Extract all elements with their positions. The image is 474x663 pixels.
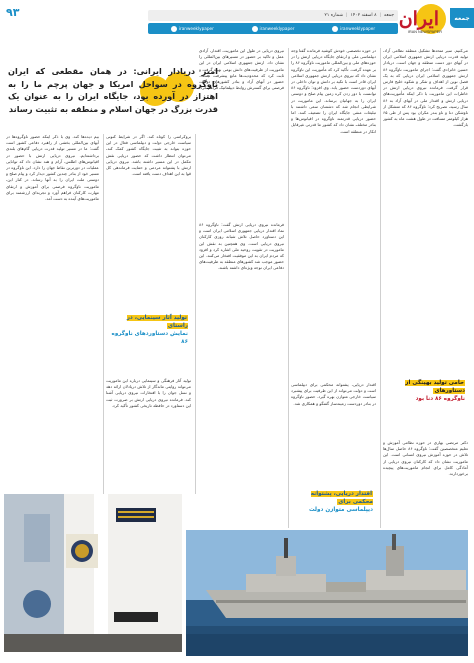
issue-number: شماره ۲۱ [324, 13, 343, 18]
social-item[interactable]: iranweeklypaper [252, 26, 295, 32]
social-strip [148, 23, 398, 34]
header-banner [148, 10, 398, 35]
issue-day: جمعه [384, 13, 394, 18]
subheading: حامی تولید بهینگی از دستاورهای ناوگروه ۸۶ دنا بود [405, 380, 465, 402]
lead-quote: امیر دریادار ایرانی: در همان مقطعی که ایران ناوگروه در سواحل امریکا و جهان پرچم ما را به اهتزاز در آورده بود، جایگاه ایران را به عنوان یک قدرت بزرگ در جهان اسلام و منطقه به تثبیت رساند [8, 66, 218, 114]
article-column: نیروی دریایی در طول این ماموریت، اقتدار، آزادی عمل و تاکید بر حضور در مسیرهای بین‌المللی را نشان داد. ارتش جمهوری اسلامی ایران در این ماموریت از ظرفیت‌های دانش بومی بهره گرفت و ثابت کرد که محدودیت‌ها مانع پیشرفت نیست. حضور در آبهای آزاد و بنادر کشورهای دوست فرصتی برای گسترش روابط دیپلماتیک فراهم کرد. [199, 48, 284, 91]
page-number: ۹۳ [6, 6, 20, 19]
column-divider [195, 134, 196, 494]
subheading: تولید آثار سینمایی، در راستای نمایش دستاوردهای ناوگروه ۸۶ [111, 315, 188, 345]
social-item[interactable]: iranweeklypaper [171, 26, 214, 32]
article-column: تولید آثار فرهنگی و سینمایی درباره این ماموریت می‌تواند روایتی ماندگار از تلاش دریادلان ارائه دهد و نسل جوان را با افتخارات نیروی دریایی آشنا کند. فرمانده نیروی دریایی ارتش بر ضرورت ثبت این دستاورد در حافظه تاریخی کشور تأکید کرد. [106, 378, 191, 408]
telegram-icon [252, 26, 258, 32]
article-column: می‌کنیم. سیر متحدها تشکیل منطقه نظامی آزاد، تولید قدرت دریایی ارتش جمهوری اسلامی ایران در آبهای دور دست منطقه و جهان است. دریادار حسین خانزادی گفت: اجرای ماموریت ناوگروه ۸۶ ارتش جمهوری اسلامی ایران دریایی که به یک فصل نوین از اهداف و تفکر و شکوه خلیج فارس قرار گرفت. فرمانده نیروی دریایی ارتش در خاطرات این ماموریت با ذکر اینکه مأموریت‌های دریایی ارتش و اقتدار ملی در آبهای آزاد به ۸۶ سال رسید، تصریح کرد: ناوگروه ۸۶ که متشکل از ناوشکن دنا و ناو بندر مکران بود پس از طی ۶۵ هزار کیلومتر مسافت در طول هشت ماه به کشور بازگشت. [383, 48, 468, 128]
separator: | [379, 13, 382, 18]
column-divider [288, 48, 289, 528]
logo-subtitle: IRAN NEWSPAPER [407, 30, 442, 34]
officer-uniform-photo [4, 494, 182, 652]
social-item[interactable]: iranweeklypaper [332, 26, 375, 32]
separator: | [345, 13, 348, 18]
twitter-icon [332, 26, 338, 32]
article-column: بیم دیده‌ها کند. وی با ذکر اینکه حضور ناوگروه‌ها در آبهای بین‌المللی بخشی از راهبرد دفاعی کشور است گفت: ما در مسیر تولید قدرت دریایی گام‌های بلندی برداشته‌ایم. نیروی دریایی ارتش با حضور در اقیانوس‌های اطلس، آرام و هند نشان داد که توانایی عملیات در دورترین نقاط جهان را دارد. این ناوگروه در مسیر خود از بنادر چندین کشور دیدار کرد و پیام صلح و دوستی ملت ایران را به آنها رساند. در کنار این، ماموریت ناوگروه فرصتی برای آموزش و ارتقای مهارت کارکنان فراهم آورد و تجربه‌ای ارزشمند برای ماموریت‌های آینده به دست آمد. [6, 134, 99, 202]
logo-text: ایران [398, 8, 439, 30]
warship-photo [186, 530, 468, 656]
issue-date: ۸ اسفند ۱۴۰۲ [350, 13, 377, 18]
subheading: اقتدار دریایی، پشتوانه محکمی برای دیپلماسی متوازن دولت [309, 491, 373, 513]
article-column: دکتر مرتضی بهاری در حوزه نظامی آموزش و تعلیم متخصصین گفت: ناوگروه ۸۶ حاصل سال‌ها تلاش در حوزه آموزش نیروی انسانی است. این ماموریت نشان داد که کارکنان نیروی دریایی از آمادگی کامل برای انجام ماموریت‌های پیچیده برخوردارند. [383, 440, 468, 477]
article-column: در حوزه تخصصی خودش کوشید فرمانده گفتا وجه دیپلماسی ملی و ارتقای جایگاه دریایی ارتش را در حوزه‌های ملی و بین‌المللی ماموریت ناوگروه ۸۶ را بر عهده گرفت. تأکید کرد که مأموریت این ناوگروه نشان داد که نیروی دریایی ارتش جمهوری اسلامی ایران قادر است با تکیه بر دانش و توان داخلی در آبهای دوردست حضور یابد. وی افزود: ناوگروه ۸۶ توانست با دور زدن کره زمین پیام صلح و دوستی ایران را به جهانیان برساند. این ماموریت در شرایطی انجام شد که دشمنان سعی داشتند با تبلیغات منفی جایگاه ایران را تضعیف کنند. اما حضور دریایی قدرتمند ناوگروه در اقیانوس‌ها و بنادر مختلف نشان داد که کشور ما قدرتی غیرقابل انکار در منطقه است. [291, 48, 376, 134]
warship-illustration [186, 530, 468, 656]
section-tab: جمعه [450, 8, 474, 28]
instagram-icon [171, 26, 177, 32]
newspaper-logo [392, 4, 446, 38]
issue-info-strip [148, 10, 398, 21]
column-divider [380, 48, 381, 528]
uniform-illustration [4, 494, 182, 652]
article-column: فرمانده نیروی دریایی ارتش گفت: ناوگروه ۸۶ نماد اقتدار دریایی جمهوری اسلامی ایران است و این دستاورد حاصل تلاش شبانه روزی کارکنان نیروی دریایی است. وی همچنین به نقش این ماموریت در تقویت روحیه ملی اشاره کرد و افزود که مردم ایران به این موفقیت افتخار می‌کنند. این حضور موجب شد کشورهای منطقه به ظرفیت‌های دفاعی ایران توجه ویژه‌ای داشته باشند. [199, 222, 284, 271]
article-column: بروکراسی را کوتاه کند. اگر در شرایط کنونی سیاست خارجی دولت و دیپلماسی فعال در این حوزه بتواند به تثبیت جایگاه کشور کمک کند، می‌توان انتظار داشت که حضور دریایی نقش مکمل در این مسیر داشته باشد. نیروی دریایی ارتش با پشتوانه مردمی و حمایت فرماندهی کل قوا به این اهداف دست یافته است. [106, 134, 191, 177]
article-column: اقتدار دریایی، پشتوانه محکمی برای دیپلماسی است و دولت می‌تواند از این ظرفیت برای پیشبرد سیاست خارجی متوازن بهره گیرد. حضور ناوگروه در بنادر دوردست زمینه‌ساز گفتگو و همکاری شد. [291, 382, 376, 406]
